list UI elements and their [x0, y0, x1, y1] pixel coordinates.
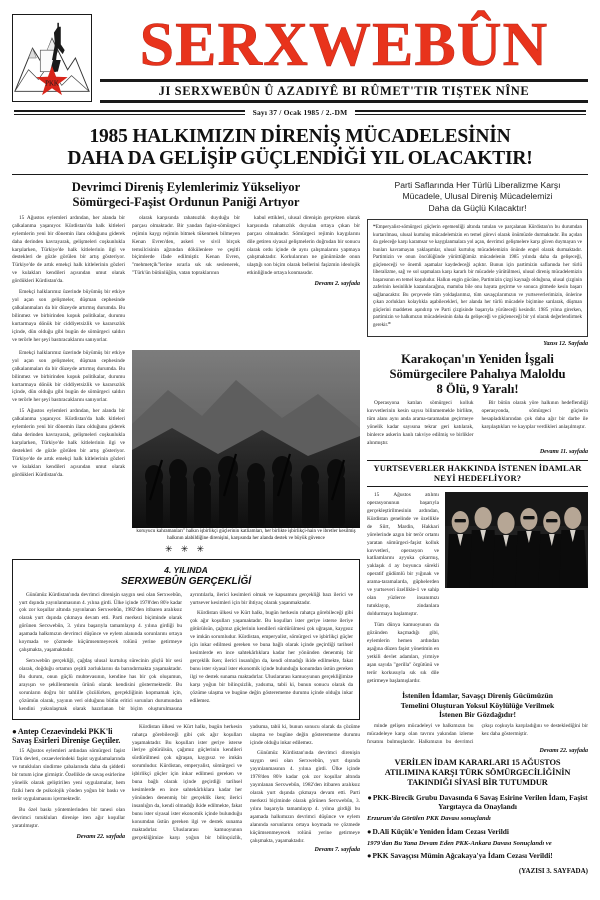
idamlar-body-continued: [367, 723, 588, 747]
issue-line: Sayı 37 / Ocak 1985 / 2.-DM: [252, 107, 348, 117]
continued-ref: Devamı 22. sayfada: [539, 747, 588, 754]
left-lede-block: [12, 215, 360, 348]
right-deck-line-2: Mücadele, Ulusal Direniş Mücadelemizi: [402, 191, 553, 202]
left-bottom-body: [132, 724, 360, 846]
paper-slogan: JI SERXWEBÛN Û AZADIYÊ BI RÛMET'TIR TIŞTEK NÎNE: [158, 83, 530, 98]
verdict-title-line-3: TAKINDIĞI SİYASİ BİR TUTUMDUR: [407, 777, 548, 787]
prisoners-caption-line-1: İstenilen İdamlar, Savaşçı Direniş Gücümüzün: [402, 691, 553, 701]
feature-box-title: [19, 565, 353, 587]
content-columns: [12, 180, 588, 876]
left-lede-inner: [132, 215, 360, 290]
editorial-quote-box: [367, 219, 588, 337]
list-item: [367, 840, 588, 860]
quote-text: [373, 224, 582, 329]
bullet-icon: ●: [12, 726, 17, 736]
karakocan-headline-line-2: Sömürgecilere Pahalıya Maloldu: [389, 366, 566, 381]
left-photo-row: [12, 350, 360, 543]
paragraph: 15 Ağustos eylemleri ardından, her alanda bir çalkalanma yaşanıyor. Kürdistan'da halk kitleleri eylemlerin yeni bir dönemin ilanı olduğunu giderek daha derinden kavrayarak, gelişmeleri coşkunlukla karşılarken, Türkiye'de halk kitlelerinin ilgi ve destekleri de gözle görülen bir artış gösteriyor. Türkiye'de de artık emekçi halk kitlelerinin gözleri ve kulakları kendileri açısından umut olarak gördükleri Kürdistan'da.: [12, 214, 125, 285]
continued-ref: Devamı 7. sayfada: [314, 846, 360, 853]
quote-open-mark: ❝: [373, 225, 376, 231]
left-bottom-row: [12, 724, 360, 855]
issue-rule-left: [14, 110, 245, 116]
list-item: [367, 793, 588, 812]
right-deck: [367, 180, 588, 216]
left-lede-col-2: [132, 215, 360, 348]
prisoners-photo-caption: [367, 691, 588, 719]
serxwebun-feature-box: [12, 559, 360, 719]
continued-ref: Devamı 11. sayfada: [539, 448, 588, 455]
antep-story-headline-text: Antep Cezaevindeki PKK'li Savaş Esirleri Direnişe Geçtiler.: [12, 726, 121, 746]
verdict-list: [367, 793, 588, 860]
guerrilla-group-photo: [132, 350, 360, 528]
bullet-icon: ●: [367, 851, 372, 861]
bullet-icon: ●: [367, 826, 372, 836]
right-deck-line-3: Daha da Güçlü Kılacaktır!: [428, 203, 527, 214]
feature-box-heading: SERXWEBÛN GERÇEKLİĞİ: [120, 575, 251, 587]
list-item: [367, 815, 588, 835]
quote-body: Emperyalist-sömürgeci güçlerin egemenliği altında tutulan ve parçalanan Kürdistan'ın bu durumdan kurtarılması, ulusal kurtuluş mücadelemizin en temel görevi olarak önümüzde durmaktadır. Bu açıdan da geleceğe karşı karamsar ve kaygılanmalara yol açan, devrimci gelişmelere karşı güven duymayan ve bunları kavramayan yaklaşımlar, ulusal kurtuluş mücadelemizin önünde engel olarak durmaktadır. Partimizin ve onun öncülüğünde yürüttüğümüz mücadelenin 1985 yılında daha da gelişeceği, güçleneceği ve önemli aşamalar kaydedeceği açıktır. Bunun için partimizin saflarında her türlü liberalizme, sağ ve sol sapmalara karşı kararlı bir mücadele yürütülmesi, ulusal direniş mücadelemizin başarısının en temel koşuludur. Halkın engin gücüne, Partimizin çizgi kaynağı olduğuna, ulusal çizginin zaferinin kesinlikle kazanılacağına, mamıba bile onu hayata geçirme ve sonuca gitmede kesin başarı sağlanacaktır. Bu çerçevede tüm yoldaşlarımız, tüm savaşçılarımızın ve yurtseverlerimizin, önlerine çıkan zorlukları kolaylıkla aşabilecekleri, her alanda her türlü mücadele biçimine sarılarak, düşman güçlerini maddeten aşındırıp ve Parti çizgisinde başarıyla yürüteceği kesindir. 1985 yılına girerken, partimizin ve halkımızın mücadelesinin daha da gelişeceği ve güçleneceği bir yıl olarak değerlendirmek gerekir.: [373, 225, 582, 328]
idamlar-banner: YURTSEVERLER HAKKINDA İSTENEN İDAMLAR NEYİ HEDEFLİYOR?: [367, 460, 588, 487]
paragraph: Operasyona katılan sömürgeci kolluk kuvvetlerinin kesin sayısı bilinmemekle birlikte, tüm alanı aynı anda arama-taramadan geçirmeye yönelik kadar sayısına tekrar geri katılarak, binlerce askerin kanlı takviye edilmiş ve birlikler alınmıştır.: [367, 400, 474, 447]
verdict-item-lead: Erzurum'da Görülen PKK Davası sonuçlandı: [367, 815, 491, 823]
left-photo-block: [132, 350, 360, 543]
right-column: [367, 180, 588, 876]
right-deck-line-1: Parti Saflarında Her Türlü Liberalizme Karşı: [394, 179, 561, 190]
left-deck: [12, 180, 360, 211]
photo-caption: koruyucu kahramanları" halkın işbirlikçi güçlerinin katliamları, her birlikte işbirlikçi-hain ve ibretler kesilmiş halkının alabildiğine direnişini, karşısında her alanda destek ve büyük güvence: [136, 529, 356, 541]
headline-divider: [12, 174, 588, 175]
feature-box-kicker: 4. YILINDA: [164, 565, 208, 576]
verdict-item-text: PKK-Birecik Grubu Davasında 6 Savaş Esirine Verilen İdam, Faşist Yargıtayca da Onaylandı: [372, 792, 588, 812]
continued-ref: Yazısı 12. Sayfada: [543, 341, 588, 348]
verdict-footer-ref: (YAZISI 3. SAYFADA): [518, 867, 588, 876]
paragraph: 15 Ağustos atılımı operasyonunun başarıyla gerçekleştirilmesinin ardından, Kürdistan genelinde ve özellikle de Siirt, Mardin, Hakkari yörelerinde azgın bir terör ortamı yaratan sömürgeci-faşist kolluk kuvvetleri, operasyon ve katliamlarını ayyuka çıkarmış, yaklaşık 4 ay boyunca sürekli operatif güdümlü bir yığınak ve arama-taramalarda, güphelerden ve yurtseveri özellikle-1 ve sahip olan yüzlerce insanımızı tutuklayıp, zindanlara doldurmaya başlamıştır.: [367, 491, 439, 618]
prisoners-photo-block: [445, 492, 588, 689]
quote-close-mark: ❞: [388, 322, 391, 328]
issue-rule-right: [355, 110, 586, 116]
verdict-title-line-1: VERİLEN İDAM KARARLARI 15 AĞUSTOS: [394, 757, 561, 767]
paragraph: olarak karşısında rahatsızlık duyduğu bir parçası olmaktadır. Bir yandan faşist-sömürgeci rejimin kaygı rejimin bitmek tükenmek bilmeyen Kenan Evren'den, askeri ve sivil birçok temsilcisinin ağzından dökülenlere ve çeşitli biçimlerde ifade edilmiştir. Kenan Evren, "mehmetçik"lerine ısrarla sık sık seslenerek, "Türk'ün bütünlüğün, vatan topraklarının: [132, 214, 240, 277]
paragraph: Tüm dünya kamuoyunun da gözünden kaçmadığı gibi, eylemlerin hemen ardından aşağına düzen faşist yönetimin en yetkili devlet adamları, yirmiye aşan sayıda "gerilla" örgütünü ve terör korkusuyla sık sık dile getirmeye başlamışlardır.: [367, 621, 439, 684]
slogan-block: [100, 79, 588, 103]
emblem-artwork: [13, 15, 91, 101]
karakocan-headline-line-3: 8 Ölü, 9 Yaralı!: [436, 381, 519, 396]
paragraph: 15 Ağustos eylemleri ardından sömürgeci faşist Türk devleti, cezaevlerindeki faşist uygulamalarında ve tutukluları sindirme çabalarında daha da şiddetli bir tutum içine girmiştir. Özellikle de savaş esirlerine yönelik olarak geliştirilen yeni uygulamalar, hem fiziki hem de psikolojik yönden yoğun bir baskı ve terör uygulamasını içermektedir.: [12, 748, 125, 802]
left-photo-side-text: [12, 350, 125, 543]
paragraph: Bir bütün olarak yöre halkının hedeflendiği operasyonda, sömürgeci güçlerin hesapladıklarından çok daha ağır bir darbe ile karşılaştıkları ve kayıplar verdikleri anlaşılmıştır.: [481, 400, 588, 431]
paragraph: 15 Ağustos eylemleri ardından, her alanda bir çalkalanma yaşanıyor. Kürdistan'da halk kitleleri eylemlerin yeni bir dönemin ilanı olduğunu giderek daha derinden kavrayarak, gelişmeleri coşkunlukla karşılarken, Türkiye'de halk kitlelerinin ilgi ve destekleri de gözle görülen bir artış gösteriyor. Türkiye'de de artık emekçi halk kitlelerinin gözleri ve kulakları kendileri açısından umut olarak gördükleri Kürdistan'da.: [12, 408, 125, 478]
bullet-icon: ●: [367, 792, 372, 802]
paragraph: Kürdistan ülkesi ve Kürt halkı, bugün herkesin rahatça görebileceği gibi çok ağır koşulları yaşamaktadır. Bu koşulları ister geriye isterse ileriye götürülsün, çağımız güçlerinin kendileri sürdürülmesi çok uğraşan, kaygısız ve imkân sorumludur. Kürdistan, emperyalist, sömürgeci ve işbirlikçi güçler için inkar edilmesi gereken ve buna bağlı olarak içinde geçirdiği tarihsel kesimlerde en ince sahtekârlıklara kadar her yönünden denenmiş bir gerçeklik iken; ilerici insanlığın da, kendi olmadığı ikide edilmekte, fakat bunu ister siyasal ister ekonomik içinde bulunduğu konumdan üstün gereken ilgi ve destek sunama maktadırlar. Uluslararası kamuoyunun gerçekliğimize karşı yoğun bir bilinçsizlik, yadsıma, tabii ki, bunun sonucu olarak da çözüme ulaşma ve bugüne değin gösterememe durumu içinde olduğu inkar edilemez.: [190, 610, 353, 704]
left-lede-col-2a: [132, 215, 240, 290]
photo-artwork: [132, 350, 360, 528]
verdict-item-text: PKK Savaşçısı Mümin Ağcakaya'ya İdam Cezası Verildi!: [372, 851, 553, 861]
feature-box-body: [19, 592, 353, 714]
left-bottom-text: [132, 724, 360, 855]
paper-title: SERXWEBÛN: [139, 11, 549, 79]
prisoners-caption-line-2: Temelini Oluşturan Yoksul Köylülüğe Verilmek: [400, 700, 555, 710]
paragraph: Serxwebûn gerçekliği, çağdaş ulusal kurtuluş sürecinin güçlü bir sesi olarak, doğduğu ortamın çeşitli zorluklarını da barındırmakta yaşamaktadır. Bu durum, onun güçlü muhtevasının, kendine has bir çok oluşumun, arayışın ve şekillenmenin ürünü olarak kendisini göstermektedir. Bu sorunların doğru bir tahlille çözülürken, gerçekliğinin kopmamak için, çözümün olarak, yayının veri olduğunu bütün eritici sorunları durumundan kendini yakınlaşmak olarak hazırlanan bir biçim oluşturulmasına ayrıntılarla, ilerici kesimleri olmak ve kapsamını gerçekliği bazı ilerici ve yurtsever kesimleri için bir ihtiyaç olarak yaşanmaktadır.: [19, 591, 353, 712]
karakocan-headline: [367, 352, 588, 396]
paragraph: Günümüz Kürdistan'ında devrimci direnişin saygın sesi olan Serxwebûn, yurt dışında yayınlanmasının 4. yılına girdi. Ülke içinde 1978'den 80'e kadar çok zor koşullar altında yayınlanan Serxwebûn, 1982'den itibaren aralıksız olarak yurt dışında çıkmaya devam etti. Parti merkezi biçiminde olarak görünen Serxwebûn, 3. yılını başarıyla tamamlayıp 4. yılına girdiği bu aşamada halkımızın devrimci düşünce ve eylem alanında sorunlarını ortaya koymada ve çözmede küçümsenmeyecek rolünü yerine getirmeye çalışmakta, yaşamaktadır.: [19, 591, 182, 654]
prisoners-lineup-photo: [445, 492, 588, 588]
left-deck-line-1: Devrimci Direniş Eylemlerimiz Yükseliyor: [71, 179, 301, 194]
photo-artwork: [445, 492, 588, 588]
issue-row: [12, 108, 588, 117]
verdict-title: [367, 758, 588, 788]
left-lede-col-2b: [247, 215, 360, 290]
paragraph: Bu özel baskı yöntemlerinden bir tanesi olan devrimci tutukluları direnişe iten ağır koşullar yaratılmıştır.: [12, 806, 125, 829]
antep-story-headline: [12, 727, 125, 747]
masthead: [12, 11, 588, 103]
verdict-item-lead: 1979'dan Bu Yana Devam Eden PKK-Ankara Davası Sonuçlandı ve: [367, 839, 552, 847]
left-lede-col-1: [12, 215, 125, 348]
paragraph: Emekçi halklarımız üzerinde büyümüş bir etkiye yol açan son gelişmeler, düşman cephesinde çalkalanmaları da bir düzeyde artırmış durumda. Bu bilinmez ve birbirinden kopuk politikalar, durumu kurtarmaya dönük bir ciddiyetsizlik ve kararsızlık içinde, dün olduğu gibi bugün de sömürgeci saldırı ve terörle her şeyi bastıracaklarını sanıyorlar.: [12, 349, 125, 404]
idamlar-story-row: [367, 492, 588, 689]
paragraph: minde gelişen mücadeleyi ve halkımızın bu mücadeleye karşı olan tavrını yakından izleme fırsatını bulmuşlardır. Halkımızın bu devrimci çıkışı coşkuyla karşıladığını ve desteklediğini bir kez daha göstermiştir.: [367, 722, 588, 745]
antep-story: [12, 724, 125, 855]
idamlar-story-text: [367, 492, 439, 689]
verdict-title-line-2: ATILIMINA KARŞI TÜRK SÖMÜRGECİLİĞİNİN: [384, 767, 571, 777]
karakocan-headline-line-1: Karakoçan'ın Yeniden İşgali: [401, 352, 554, 367]
paragraph: Kürdistan ülkesi ve Kürt halkı, bugün herkesin rahatça görebileceği gibi çok ağır koşulları yaşamaktadır. Bu koşulları ister geriye isterse ileriye götürülsün, çağımız güçlerinin kendileri sürdürülmesi çok uğraşan, kaygısız ve imkân sorumludur. Kürdistan, emperyalist, sömürgeci ve işbirlikçi güçler için inkar edilmesi gereken ve buna bağlı olarak içinde geçirdiği tarihsel kesimlerde en ince sahtekârlıklara kadar her yönünden denenmiş bir gerçeklik iken; ilerici insanlığın da, kendi olmadığı ikide edilmekte, fakat bunu ister siyasal ister ekonomik içinde bulunduğu konumdan üstün gereken ilgi ve destek sunama maktadırlar. Uluslararası kamuoyunun gerçekliğimize karşı yoğun bir bilinçsizlik, yadsıma, tabii ki, bunun sonucu olarak da çözüme ulaşma ve bugüne değin gösterememe durumu içinde olduğu inkar edilemez.: [132, 723, 360, 841]
svg-text:PKK: PKK: [45, 80, 59, 88]
section-separator-stars: ✳ ✳ ✳: [164, 544, 208, 555]
main-headline-line-1: 1985 HALKIMIZIN DİRENİŞ MÜCADELESİNİN: [89, 125, 511, 147]
paragraph: Günümüz Kürdistan'ında devrimci direnişin saygın sesi olan Serxwebûn, yurt dışında yayınlanmasının 4. yılına girdi. Ülke içinde 1978'den 80'e kadar çok zor koşullar altında yayınlanan Serxwebûn, 1982'den itibaren aralıksız olarak yurt dışında çıkmaya devam etti. Parti merkezi biçiminde olarak görünen Serxwebûn, 3. yılını başarıyla tamamlayıp 4. yılına girdiği bu aşamada halkımızın devrimci düşünce ve eylem alanında sorunlarını ortaya koymada ve çözmede küçümsenmeyecek rolünü yerine getirmeye çalışmakta, yaşamaktadır.: [250, 750, 360, 844]
main-headline: [12, 126, 588, 170]
title-block: [100, 11, 588, 103]
left-deck-line-2: Sömürgeci-Faşist Ordunun Paniği Artıyor: [72, 195, 300, 210]
prisoners-caption-line-3: İstenen Bir Gözdağıdır!: [438, 710, 517, 720]
paragraph: Emekçi halklarımız üzerinde büyümüş bir etkiye yol açan son gelişmeler, düşman cephesinde çalkalanmaları da bir düzeyde artırmış durumda. Bu bilinmez ve birbirinden kopuk politikalar, durumu kurtarmaya dönük bir ciddiyetsizlik ve kararsızlık içinde, dün olduğu gibi bugün de sömürgeci saldırı ve terörle her şeyi bastıracaklarını sanıyorlar.: [12, 289, 125, 343]
main-headline-line-2: DAHA DA GELİŞİP GÜÇLENDİĞİ YIL OLACAKTIR!: [67, 147, 533, 169]
continued-ref: Devamı 2. sayfada: [314, 281, 360, 288]
verdict-item-text: D.Ali Küçük'e Yeniden İdam Cezası Verildi: [372, 826, 509, 836]
karakocan-body: [367, 400, 588, 448]
mountain-star-rifle-emblem: [12, 14, 92, 102]
left-column: [12, 180, 360, 876]
slogan-rule-bottom: [100, 100, 588, 103]
continued-ref: Devamı 22. sayfada: [76, 833, 125, 840]
paragraph: kabul ettikleri, ulusal direnişin gerçekten olarak karşısında rahatsızlık duyulan ortaya çıkan bir parçası olmaktadır. Sömürgeci rejimin kaygılarını dile getiren siyasal gelişmelerin doğrudan bir sonucu olarak ordu içinde de aynı çalışmalarını yapmaya çalışmaktadır. Korkularının ne günümüzde onun ulaştığı son biçim olarak bellerini faşizmin ideolojik etkinliğinde ortaya konmasıdır.: [247, 214, 360, 277]
